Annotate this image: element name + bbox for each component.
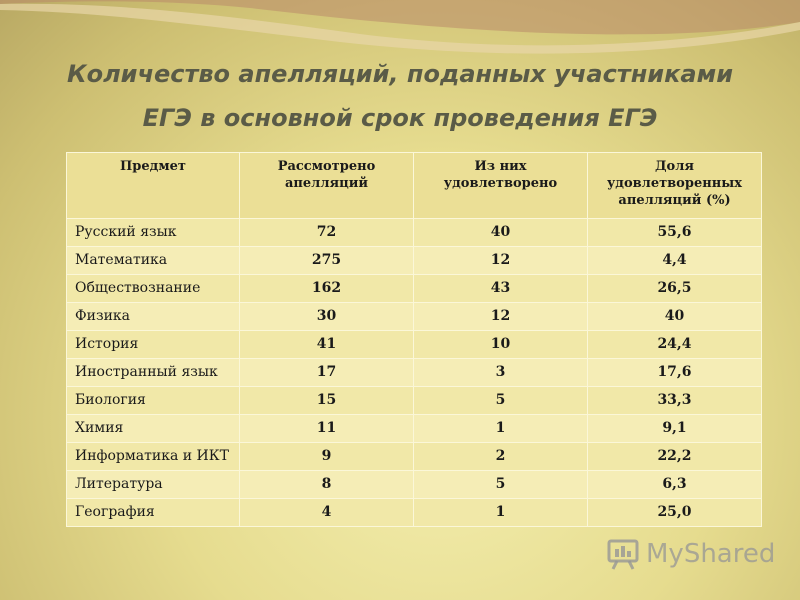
cell-reviewed: 4 — [240, 499, 414, 527]
appeals-table — [66, 152, 762, 527]
cell-reviewed: 15 — [240, 387, 414, 415]
cell-satisfied: 10 — [414, 331, 588, 359]
cell-satisfied: 1 — [414, 415, 588, 443]
cell-share: 6,3 — [588, 471, 762, 499]
table-row — [67, 387, 762, 415]
header-subject: Предмет — [67, 153, 240, 219]
slide-title-line-2: ЕГЭ в основной срок проведения ЕГЭ — [142, 104, 658, 132]
slide-title-line-1: Количество апелляций, поданных участниками — [66, 60, 734, 88]
table-row — [67, 219, 762, 247]
cell-share: 33,3 — [588, 387, 762, 415]
cell-share: 22,2 — [588, 443, 762, 471]
cell-subject: История — [67, 331, 240, 359]
cell-share: 17,6 — [588, 359, 762, 387]
cell-subject: Литература — [67, 471, 240, 499]
table-row — [67, 443, 762, 471]
cell-reviewed: 11 — [240, 415, 414, 443]
cell-satisfied: 40 — [414, 219, 588, 247]
cell-satisfied: 3 — [414, 359, 588, 387]
presentation-board-icon — [606, 537, 640, 571]
cell-subject: Русский язык — [67, 219, 240, 247]
cell-share: 40 — [588, 303, 762, 331]
table-row — [67, 275, 762, 303]
cell-reviewed: 162 — [240, 275, 414, 303]
cell-satisfied: 5 — [414, 471, 588, 499]
cell-reviewed: 41 — [240, 331, 414, 359]
table-row — [67, 331, 762, 359]
cell-subject: География — [67, 499, 240, 527]
header-satisfied: Из них удовлетворено — [414, 153, 588, 219]
cell-satisfied: 2 — [414, 443, 588, 471]
cell-satisfied: 1 — [414, 499, 588, 527]
header-reviewed: Рассмотрено апелляций — [240, 153, 414, 219]
cell-reviewed: 9 — [240, 443, 414, 471]
table-body — [67, 219, 762, 527]
cell-share: 25,0 — [588, 499, 762, 527]
cell-reviewed: 8 — [240, 471, 414, 499]
cell-subject: Физика — [67, 303, 240, 331]
table-row — [67, 247, 762, 275]
table-header-row — [67, 153, 762, 219]
cell-satisfied: 12 — [414, 247, 588, 275]
cell-subject: Химия — [67, 415, 240, 443]
decorative-swoosh — [0, 0, 800, 60]
table-row — [67, 499, 762, 527]
cell-subject: Биология — [67, 387, 240, 415]
cell-reviewed: 17 — [240, 359, 414, 387]
cell-subject: Обществознание — [67, 275, 240, 303]
table-row — [67, 303, 762, 331]
cell-satisfied: 12 — [414, 303, 588, 331]
header-share: Доля удовлетворенных апелляций (%) — [588, 153, 762, 219]
cell-share: 26,5 — [588, 275, 762, 303]
cell-satisfied: 5 — [414, 387, 588, 415]
slide-title — [30, 52, 770, 140]
cell-reviewed: 30 — [240, 303, 414, 331]
cell-share: 4,4 — [588, 247, 762, 275]
table-row — [67, 471, 762, 499]
table-header — [67, 153, 762, 219]
cell-reviewed: 72 — [240, 219, 414, 247]
cell-subject: Информатика и ИКТ — [67, 443, 240, 471]
cell-share: 9,1 — [588, 415, 762, 443]
cell-reviewed: 275 — [240, 247, 414, 275]
watermark-text: MyShared — [646, 539, 776, 569]
cell-subject: Иностранный язык — [67, 359, 240, 387]
myshared-watermark-link[interactable] — [606, 536, 775, 572]
cell-share: 24,4 — [588, 331, 762, 359]
cell-satisfied: 43 — [414, 275, 588, 303]
table-row — [67, 359, 762, 387]
cell-subject: Математика — [67, 247, 240, 275]
cell-share: 55,6 — [588, 219, 762, 247]
table-row — [67, 415, 762, 443]
